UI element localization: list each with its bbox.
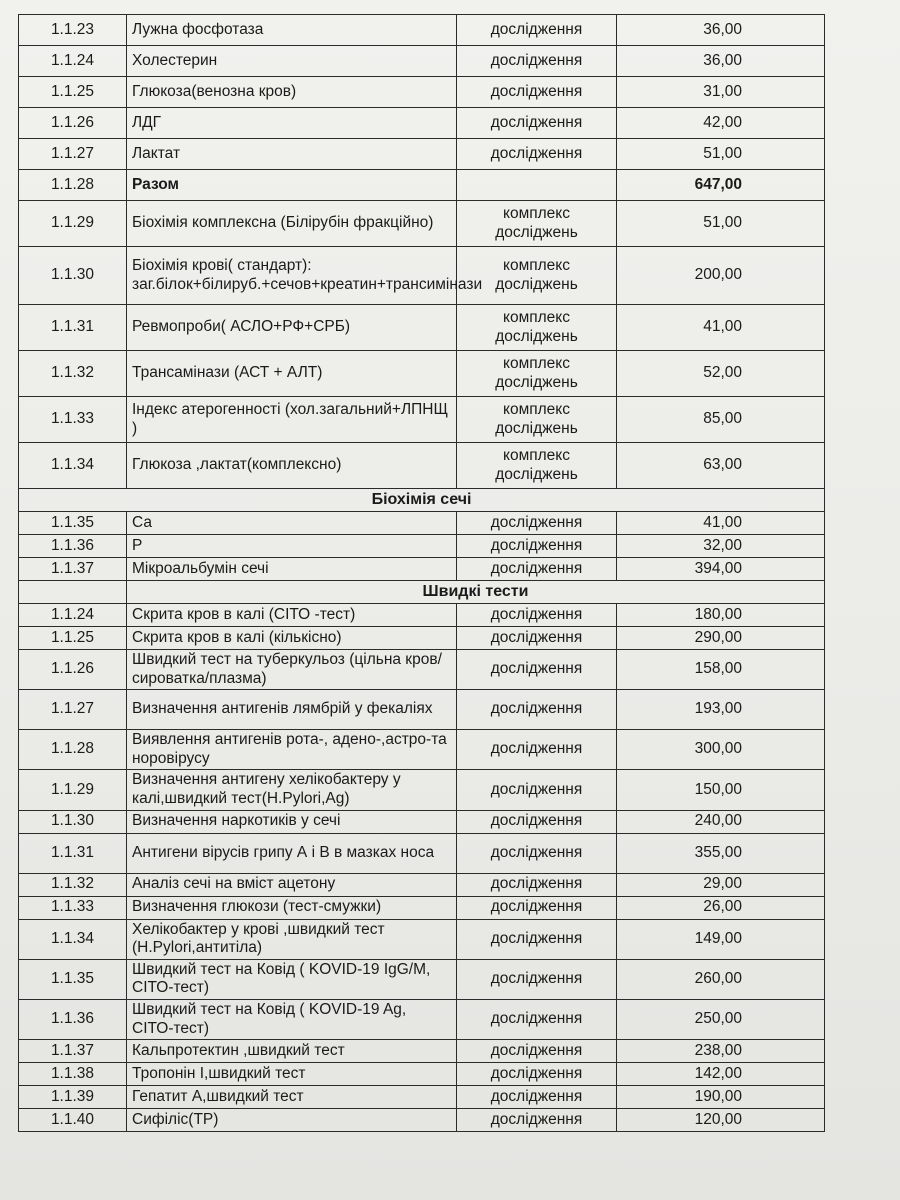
service-name-cell: Швидкий тест на туберкульоз (цільна кров/сироватка/плазма) <box>127 650 457 690</box>
unit-cell: дослідження <box>457 896 617 919</box>
price-cell: 85,00 <box>617 397 825 443</box>
service-name-cell: Скрита кров в калі (кількісно) <box>127 627 457 650</box>
row-number-cell: 1.1.28 <box>19 170 127 201</box>
service-name-cell: Гепатит А,швидкий тест <box>127 1086 457 1109</box>
unit-cell: дослідження <box>457 833 617 873</box>
row-number-cell: 1.1.37 <box>19 1040 127 1063</box>
price-cell: 149,00 <box>617 919 825 959</box>
unit-cell: комплекс досліджень <box>457 397 617 443</box>
unit-cell: дослідження <box>457 690 617 730</box>
row-number-cell: 1.1.37 <box>19 558 127 581</box>
row-number-cell: 1.1.28 <box>19 730 127 770</box>
service-name-cell: Визначення антигенів лямбрій у фекаліях <box>127 690 457 730</box>
table-row <box>19 351 825 397</box>
unit-cell: дослідження <box>457 810 617 833</box>
table-row <box>19 201 825 247</box>
table-row <box>19 999 825 1039</box>
row-number-cell: 1.1.30 <box>19 810 127 833</box>
unit-cell: дослідження <box>457 46 617 77</box>
service-name-cell: Швидкий тест на Ковід ( KOVID-19 IgG/M, СІТО-тест) <box>127 959 457 999</box>
service-name-cell: Тропонін І,швидкий тест <box>127 1063 457 1086</box>
table-row <box>19 650 825 690</box>
price-cell: 260,00 <box>617 959 825 999</box>
price-cell: 200,00 <box>617 247 825 305</box>
service-name-cell: Визначення глюкози (тест-смужки) <box>127 896 457 919</box>
table-row <box>19 833 825 873</box>
row-number-cell: 1.1.32 <box>19 351 127 397</box>
row-number-cell: 1.1.34 <box>19 919 127 959</box>
price-cell: 180,00 <box>617 604 825 627</box>
row-number-cell: 1.1.40 <box>19 1109 127 1132</box>
table-row <box>19 77 825 108</box>
row-number-cell: 1.1.31 <box>19 833 127 873</box>
service-name-cell: Скрита кров в калі (СІТО -тест) <box>127 604 457 627</box>
row-number-cell: 1.1.33 <box>19 397 127 443</box>
price-cell: 51,00 <box>617 139 825 170</box>
price-cell: 41,00 <box>617 512 825 535</box>
table-row <box>19 397 825 443</box>
table-row <box>19 627 825 650</box>
unit-cell: дослідження <box>457 77 617 108</box>
table-row <box>19 959 825 999</box>
table-row <box>19 896 825 919</box>
price-cell: 142,00 <box>617 1063 825 1086</box>
section-header-row <box>19 489 825 512</box>
unit-cell: дослідження <box>457 959 617 999</box>
total-row <box>19 170 825 201</box>
table-row <box>19 139 825 170</box>
price-cell: 29,00 <box>617 873 825 896</box>
price-cell: 190,00 <box>617 1086 825 1109</box>
row-number-cell: 1.1.35 <box>19 512 127 535</box>
table-row <box>19 604 825 627</box>
table-row <box>19 873 825 896</box>
price-cell: 42,00 <box>617 108 825 139</box>
unit-cell: дослідження <box>457 1063 617 1086</box>
price-cell: 250,00 <box>617 999 825 1039</box>
unit-cell: комплекс досліджень <box>457 201 617 247</box>
service-name-cell: Трансамінази (АСТ + АЛТ) <box>127 351 457 397</box>
urine-rows <box>19 512 825 581</box>
service-name-cell: ЛДГ <box>127 108 457 139</box>
price-cell: 52,00 <box>617 351 825 397</box>
unit-cell: комплекс досліджень <box>457 247 617 305</box>
table-row <box>19 810 825 833</box>
unit-cell: дослідження <box>457 15 617 46</box>
unit-cell: комплекс досліджень <box>457 351 617 397</box>
service-name-cell: Са <box>127 512 457 535</box>
table-row <box>19 247 825 305</box>
price-cell: 394,00 <box>617 558 825 581</box>
row-number-cell: 1.1.31 <box>19 305 127 351</box>
service-name-cell: Холестерин <box>127 46 457 77</box>
service-name-cell: Аналіз сечі на вміст ацетону <box>127 873 457 896</box>
row-number-cell: 1.1.32 <box>19 873 127 896</box>
table-row <box>19 770 825 810</box>
service-name-cell: Глюкоза ,лактат(комплексно) <box>127 443 457 489</box>
service-name-cell: Лужна фосфотаза <box>127 15 457 46</box>
unit-cell: дослідження <box>457 919 617 959</box>
service-name-cell: Хелікобактер у крові ,швидкий тест (H.Pylori,антитіла) <box>127 919 457 959</box>
service-name-cell: Індекс атерогенності (хол.загальний+ЛПНЩ ) <box>127 397 457 443</box>
row-number-cell: 1.1.34 <box>19 443 127 489</box>
rapid-section <box>19 581 825 604</box>
unit-cell: дослідження <box>457 627 617 650</box>
unit-cell: дослідження <box>457 1109 617 1132</box>
service-name-cell: Глюкоза(венозна кров) <box>127 77 457 108</box>
table-row <box>19 1086 825 1109</box>
table-row <box>19 558 825 581</box>
row-number-cell: 1.1.38 <box>19 1063 127 1086</box>
unit-cell: комплекс досліджень <box>457 305 617 351</box>
section-spacer-cell <box>19 581 127 604</box>
row-number-cell: 1.1.27 <box>19 139 127 170</box>
service-name-cell: Біохімія крові( стандарт): заг.білок+білируб.+сечов+креатин+трансимінази <box>127 247 457 305</box>
price-table <box>18 14 825 1132</box>
service-name-cell: Виявлення антигенів рота-, адено-,астро-та норовірусу <box>127 730 457 770</box>
price-cell: 120,00 <box>617 1109 825 1132</box>
table-row <box>19 46 825 77</box>
price-cell: 51,00 <box>617 201 825 247</box>
price-cell: 36,00 <box>617 15 825 46</box>
row-number-cell: 1.1.24 <box>19 604 127 627</box>
unit-cell: дослідження <box>457 770 617 810</box>
table-row <box>19 512 825 535</box>
row-number-cell: 1.1.25 <box>19 77 127 108</box>
service-name-cell: Ревмопроби( АСЛО+РФ+СРБ) <box>127 305 457 351</box>
price-cell: 36,00 <box>617 46 825 77</box>
row-number-cell: 1.1.29 <box>19 201 127 247</box>
row-number-cell: 1.1.36 <box>19 999 127 1039</box>
row-number-cell: 1.1.24 <box>19 46 127 77</box>
row-number-cell: 1.1.29 <box>19 770 127 810</box>
row-number-cell: 1.1.25 <box>19 627 127 650</box>
service-name-cell: Швидкий тест на Ковід ( KOVID-19 Ag, СІТО-тест) <box>127 999 457 1039</box>
price-cell: 300,00 <box>617 730 825 770</box>
table-row <box>19 108 825 139</box>
unit-cell <box>457 170 617 201</box>
service-name-cell: Антигени вірусів грипу А і В в мазках носа <box>127 833 457 873</box>
section-title-urine-biochemistry: Біохімія сечі <box>19 489 825 512</box>
price-cell: 63,00 <box>617 443 825 489</box>
section-header-row <box>19 581 825 604</box>
price-cell: 41,00 <box>617 305 825 351</box>
unit-cell: дослідження <box>457 139 617 170</box>
price-cell: 290,00 <box>617 627 825 650</box>
unit-cell: дослідження <box>457 108 617 139</box>
unit-cell: дослідження <box>457 1040 617 1063</box>
rapid-test-rows <box>19 604 825 1132</box>
unit-cell: дослідження <box>457 512 617 535</box>
price-cell: 647,00 <box>617 170 825 201</box>
table-row <box>19 305 825 351</box>
table-row <box>19 730 825 770</box>
price-cell: 32,00 <box>617 535 825 558</box>
biochemistry-rows <box>19 15 825 489</box>
unit-cell: дослідження <box>457 873 617 896</box>
price-cell: 150,00 <box>617 770 825 810</box>
service-name-cell: Р <box>127 535 457 558</box>
table-row <box>19 1040 825 1063</box>
unit-cell: дослідження <box>457 535 617 558</box>
row-number-cell: 1.1.39 <box>19 1086 127 1109</box>
row-number-cell: 1.1.33 <box>19 896 127 919</box>
row-number-cell: 1.1.26 <box>19 650 127 690</box>
service-name-cell: Біохімія комплексна (Білірубін фракційно) <box>127 201 457 247</box>
service-name-cell: Разом <box>127 170 457 201</box>
service-name-cell: Мікроальбумін сечі <box>127 558 457 581</box>
row-number-cell: 1.1.26 <box>19 108 127 139</box>
service-name-cell: Лактат <box>127 139 457 170</box>
price-cell: 355,00 <box>617 833 825 873</box>
row-number-cell: 1.1.36 <box>19 535 127 558</box>
table-row <box>19 535 825 558</box>
service-name-cell: Сифіліс(ТР) <box>127 1109 457 1132</box>
price-cell: 238,00 <box>617 1040 825 1063</box>
row-number-cell: 1.1.23 <box>19 15 127 46</box>
unit-cell: дослідження <box>457 558 617 581</box>
service-name-cell: Визначення наркотиків у сечі <box>127 810 457 833</box>
service-name-cell: Кальпротектин ,швидкий тест <box>127 1040 457 1063</box>
price-cell: 26,00 <box>617 896 825 919</box>
price-cell: 240,00 <box>617 810 825 833</box>
table-row <box>19 919 825 959</box>
unit-cell: комплекс досліджень <box>457 443 617 489</box>
table-row <box>19 1109 825 1132</box>
row-number-cell: 1.1.30 <box>19 247 127 305</box>
section-title-rapid-tests: Швидкі тести <box>127 581 825 604</box>
price-cell: 158,00 <box>617 650 825 690</box>
row-number-cell: 1.1.35 <box>19 959 127 999</box>
price-cell: 193,00 <box>617 690 825 730</box>
urine-section <box>19 489 825 512</box>
service-name-cell: Визначення антигену хелікобактеру у калі,швидкий тест(H.Pylori,Ag) <box>127 770 457 810</box>
unit-cell: дослідження <box>457 650 617 690</box>
table-row <box>19 15 825 46</box>
table-row <box>19 690 825 730</box>
unit-cell: дослідження <box>457 1086 617 1109</box>
unit-cell: дослідження <box>457 604 617 627</box>
unit-cell: дослідження <box>457 999 617 1039</box>
row-number-cell: 1.1.27 <box>19 690 127 730</box>
table-row <box>19 1063 825 1086</box>
table-row <box>19 443 825 489</box>
price-cell: 31,00 <box>617 77 825 108</box>
unit-cell: дослідження <box>457 730 617 770</box>
